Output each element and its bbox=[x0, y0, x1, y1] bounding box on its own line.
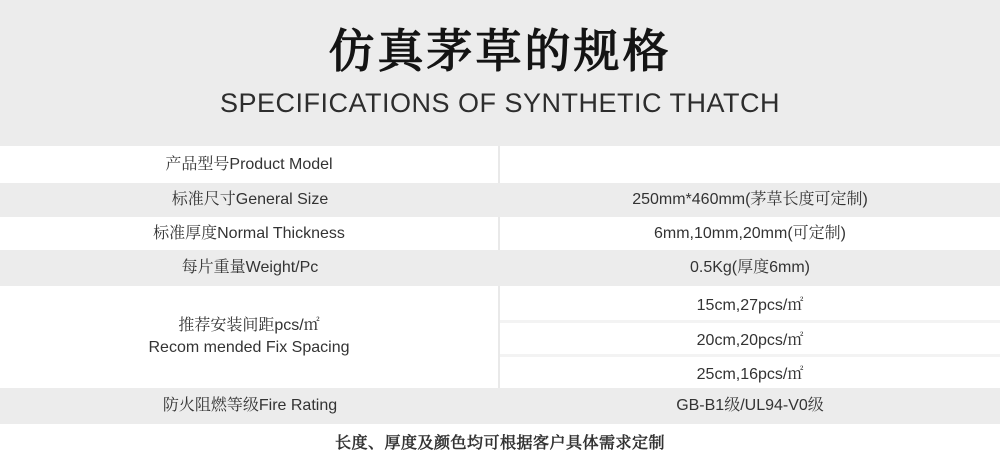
table-row-fix-spacing bbox=[0, 286, 1000, 388]
row-label-line2: Recom mended Fix Spacing bbox=[148, 339, 350, 356]
row-value: 0.5Kg(厚度6mm) bbox=[689, 259, 811, 277]
page-title: 仿真茅草的规格 bbox=[328, 24, 672, 78]
row-label: 每片重量Weight/Pc bbox=[181, 259, 319, 277]
page-subtitle: SPECIFICATIONS OF SYNTHETIC THATCH bbox=[219, 87, 781, 118]
spacing-sublist bbox=[500, 286, 1000, 388]
row-label: 产品型号Product Model bbox=[0, 146, 500, 183]
row-value: 6mm,10mm,20mm(可定制) bbox=[653, 224, 846, 242]
table-row-fire-rating bbox=[0, 388, 1000, 424]
row-value bbox=[500, 146, 1000, 183]
sublist-item: 25cm,16pcs/㎡ bbox=[500, 354, 1000, 388]
footer-note: 长度、厚度及颜色均可根据客户具体需求定制 bbox=[334, 434, 665, 452]
row-label: 防火阻燃等级Fire Rating bbox=[162, 397, 338, 415]
table-row-product-model bbox=[0, 146, 1000, 183]
table-row-weight bbox=[0, 250, 1000, 286]
row-value: 250mm*460mm(茅草长度可定制) bbox=[632, 191, 868, 209]
spec-table bbox=[0, 146, 1000, 424]
sublist-item: 20cm,20pcs/㎡ bbox=[500, 320, 1000, 354]
row-label bbox=[0, 286, 500, 388]
row-value: GB-B1级/UL94-V0级 bbox=[676, 397, 824, 415]
row-label-line1: 推荐安装间距pcs/㎡ bbox=[178, 317, 320, 335]
row-label: 标准尺寸General Size bbox=[171, 191, 329, 209]
row-label: 标准厚度Normal Thickness bbox=[0, 217, 500, 250]
sublist-item: 15cm,27pcs/㎡ bbox=[696, 296, 804, 314]
table-row-normal-thickness bbox=[0, 217, 1000, 250]
table-row-general-size bbox=[0, 183, 1000, 217]
header bbox=[0, 0, 1000, 146]
